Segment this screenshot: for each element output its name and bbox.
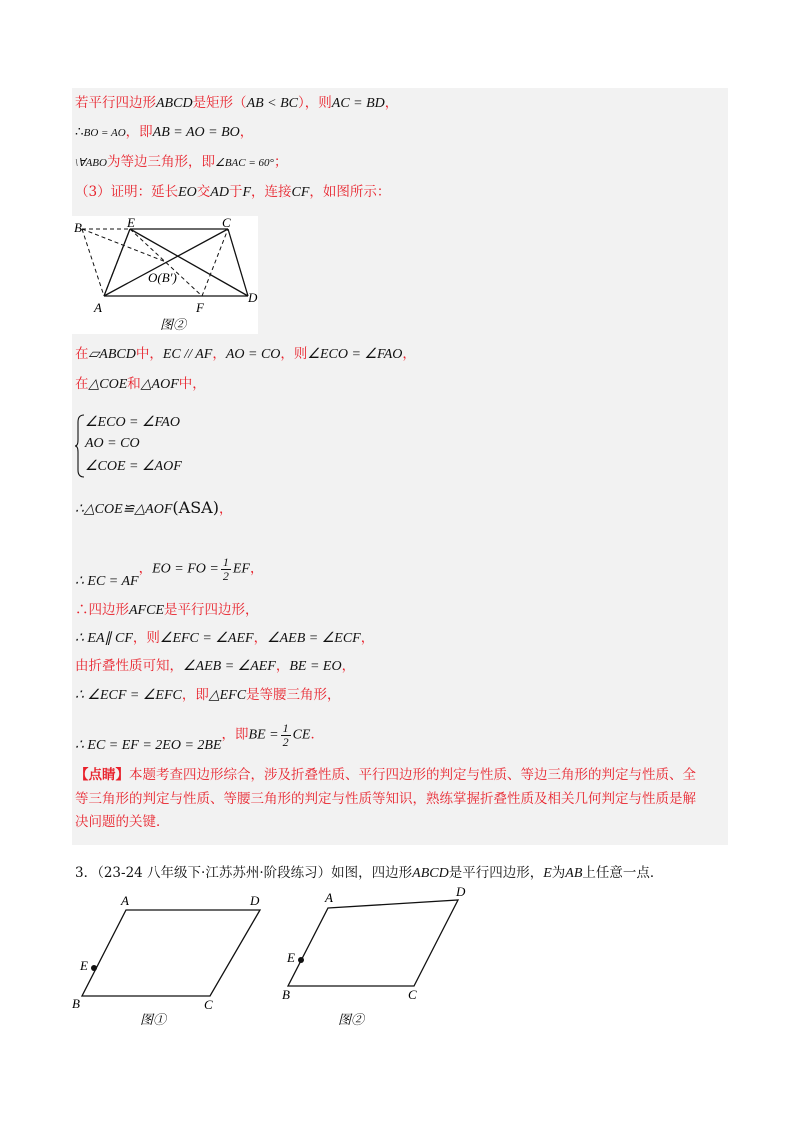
math: BO = AO [83, 127, 126, 139]
text: ，连接 [251, 184, 292, 200]
solution-line-6 [75, 378, 206, 392]
math: ▱ABCD [88, 347, 136, 362]
text: ， [253, 630, 268, 646]
equation-1: ∠ECO = ∠FAO [85, 415, 180, 430]
text: （3）证明：延长 [75, 184, 179, 200]
math: EF [232, 561, 250, 577]
solution-figure [72, 216, 258, 334]
text: ， [212, 346, 226, 362]
denominator: 2 [282, 734, 289, 749]
label-d: D [248, 290, 258, 305]
text: ），则 [298, 95, 332, 111]
math: CE [292, 727, 311, 743]
solution-line-9 [75, 604, 259, 618]
text: ， [138, 560, 153, 577]
solution-line-5 [75, 348, 416, 362]
label-e: E [127, 216, 135, 230]
numerator: 1 [222, 555, 229, 569]
math: AB [565, 866, 583, 881]
math: AO = CO [225, 347, 281, 362]
math: AD [210, 185, 229, 200]
math: E [543, 866, 552, 881]
math: AB < BC [246, 96, 299, 111]
solution-line-4 [75, 186, 390, 200]
question-text: 上任意一点． [582, 865, 664, 881]
dashed-fc [202, 229, 228, 296]
label-d: D [456, 884, 466, 899]
label-c: C [204, 997, 213, 1012]
math: ∠ECO = ∠FAO [307, 347, 403, 362]
equation-2: AO = CO [85, 436, 140, 451]
equation-3: ∠COE = ∠AOF [85, 459, 182, 474]
parallelogram-abcd [82, 910, 260, 996]
label-b: B [282, 987, 290, 1002]
question-3 [75, 861, 663, 882]
text: 在 [75, 376, 89, 392]
text: 是矩形（ [192, 95, 247, 111]
figure-caption: 图② [160, 317, 187, 332]
figure-caption: 图① [140, 1012, 167, 1027]
math: △AOF [140, 377, 179, 392]
math: EO [178, 185, 197, 200]
question-text: 是平行四边形， [448, 865, 544, 881]
math: AB = AO = BO [152, 125, 240, 140]
text: ， [218, 501, 233, 517]
solution-line-10 [75, 632, 374, 646]
math: EC // AF [162, 347, 213, 362]
parallelogram-abcd [288, 900, 458, 986]
numerator: 1 [282, 721, 289, 735]
text: ， [360, 630, 375, 646]
point-e [298, 957, 304, 963]
text: ，则 [280, 346, 308, 362]
fraction-half [221, 556, 231, 582]
math: BE = EO [289, 659, 342, 674]
math: (ASA) [172, 498, 219, 517]
left-brace [75, 414, 85, 478]
text: ，即 [125, 124, 153, 140]
math: F [242, 185, 251, 200]
math: ABCD [412, 866, 449, 881]
segment-ed [130, 229, 248, 296]
label-e: E [80, 958, 88, 973]
solution-line-11 [75, 660, 355, 674]
solution-line-7 [75, 500, 232, 517]
text: 若平行四边形 [75, 95, 156, 111]
text: ， [249, 560, 264, 577]
key-point-text-1: 本题考查四边形综合，涉及折叠性质、平行四边形的判定与性质、等边三角形的判定与性质、全 [129, 767, 696, 783]
label-a: A [121, 893, 129, 908]
label-b: B [74, 220, 82, 235]
text: ，则 [132, 630, 160, 646]
text: 交 [196, 184, 211, 200]
text: ， [402, 346, 416, 362]
dashed-bo [82, 229, 166, 262]
solution-line-3 [75, 156, 287, 170]
math: ∠EFC = ∠AEF [159, 631, 254, 646]
math: △COE [88, 377, 128, 392]
math: △EFC [208, 688, 247, 703]
fold-diagram [72, 216, 258, 334]
label-e: E [287, 950, 295, 965]
label-a: A [94, 300, 102, 315]
text: ； [273, 154, 288, 170]
text: ∴四边形 [75, 602, 129, 618]
math: ∴ EC = EF = 2EO = 2BE [75, 737, 222, 753]
question-text: 3．（23-24 八年级下·江苏苏州·阶段练习）如图，四边形 [75, 865, 413, 881]
text: 中， [135, 346, 163, 362]
text: ， [239, 124, 254, 140]
math: ∠AEB = ∠ECF [267, 631, 361, 646]
math: ∴△COE≌△AOF [75, 502, 173, 517]
label-f: F [196, 300, 204, 315]
label-c: C [222, 216, 231, 230]
parallelogram-diagram-1 [68, 888, 280, 1028]
math: ∠AEB = ∠AEF [183, 659, 276, 674]
fraction-half [281, 722, 291, 748]
dashed-ba [82, 229, 104, 296]
denominator: 2 [222, 568, 229, 583]
math: ∴ EA∥ CF [75, 631, 133, 646]
question-figure-2 [276, 880, 476, 1028]
key-point-block [75, 764, 727, 835]
text: ， [341, 658, 356, 674]
key-point-text-3: 决问题的关键． [75, 814, 170, 831]
text: ，如图所示： [309, 184, 391, 200]
solution-line-1 [75, 97, 398, 111]
question-figure-1 [68, 888, 280, 1028]
text: 是等腰三角形， [246, 687, 341, 703]
figure-caption: 图② [338, 1012, 365, 1027]
text: 为等边三角形，即 [106, 154, 215, 170]
label-b: B [72, 996, 80, 1011]
solution-line-13 [75, 721, 324, 753]
text: ，即 [221, 726, 249, 743]
text: ，即 [181, 687, 209, 703]
math: CF [291, 185, 310, 200]
label-a: A [325, 890, 333, 905]
text: 在 [75, 346, 89, 362]
solution-line-2 [75, 126, 253, 140]
label-d: D [250, 893, 260, 908]
math: BE = [248, 727, 279, 743]
text: 由折叠性质可知， [75, 658, 183, 674]
math: \∀ABO [75, 157, 107, 169]
parallelogram-diagram-2 [276, 880, 476, 1028]
text: 中， [178, 376, 206, 392]
label-c: C [408, 987, 417, 1002]
text: ， [384, 95, 399, 111]
label-o: O(B′) [148, 270, 177, 285]
math: ∠BAC = 60° [214, 157, 274, 169]
question-text: 为 [551, 865, 566, 881]
math: AFCE [129, 603, 164, 618]
solution-line-8 [75, 555, 264, 589]
math: AC = BD [331, 96, 385, 111]
math: ∴ ∠ECF = ∠EFC [75, 688, 182, 703]
point-e [91, 965, 97, 971]
dashed-ef [130, 229, 202, 296]
math: ∴ [75, 124, 84, 140]
text: 和 [127, 376, 141, 392]
solution-line-12 [75, 689, 341, 703]
text: 是平行四边形， [164, 602, 259, 618]
text: ， [275, 658, 290, 674]
text: ． [310, 726, 324, 743]
math: ABCD [156, 96, 193, 111]
key-point-tag: 【点睛】 [75, 767, 129, 783]
key-point-text-2: 等三角形的判定与性质、等腰三角形的判定与性质等知识，熟练掌握折叠性质及相关几何判定与性质是解 [75, 790, 696, 807]
math: ∴ EC = AF [75, 573, 139, 589]
text: 于 [228, 184, 243, 200]
math: EO = FO = [152, 561, 219, 577]
